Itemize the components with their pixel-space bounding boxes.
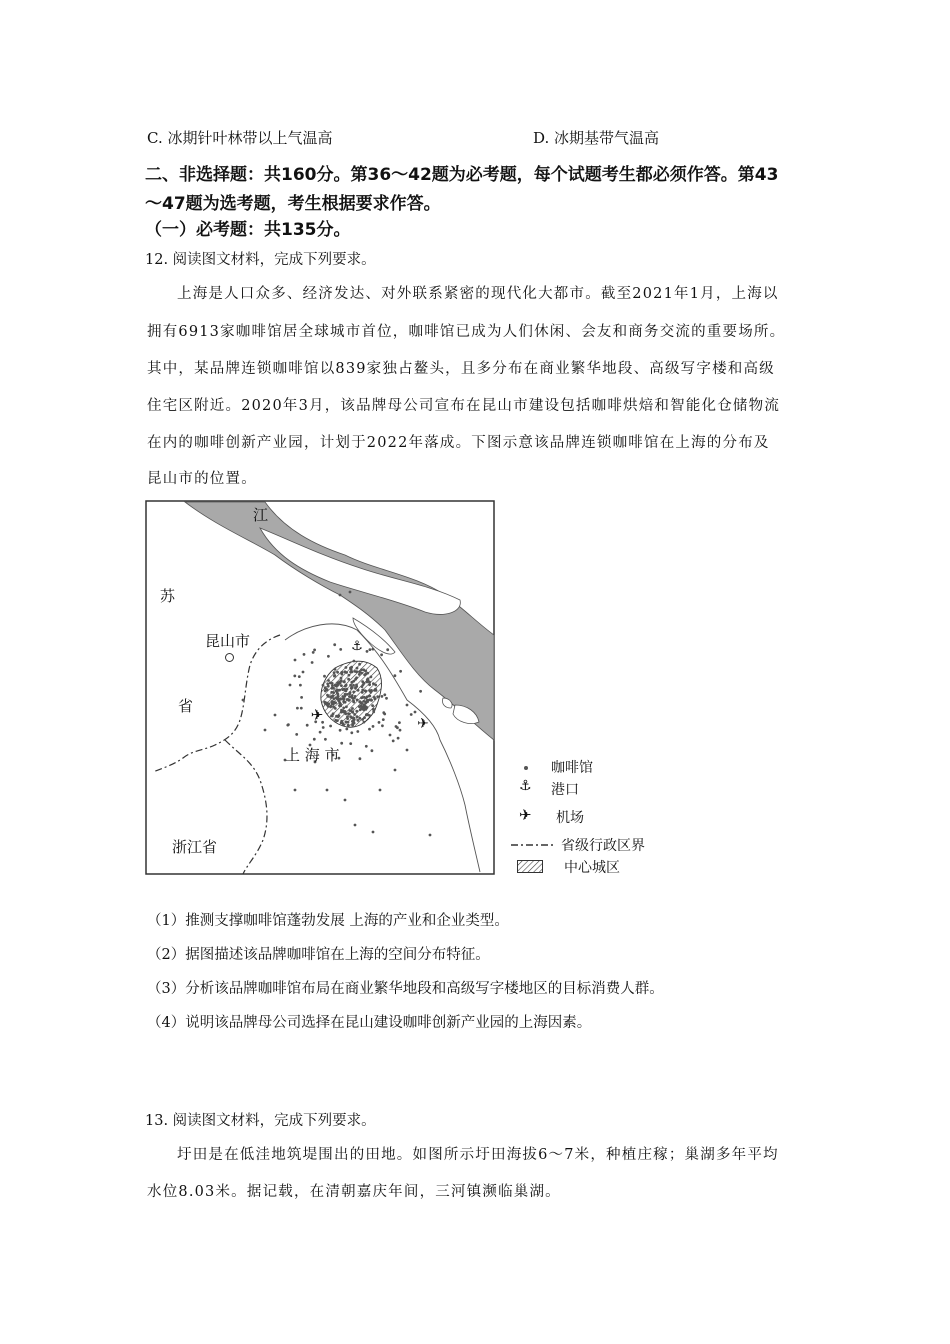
- cafe-dot: [366, 706, 369, 709]
- cafe-dot: [293, 675, 296, 678]
- cafe-dot: [361, 680, 364, 683]
- cafe-dot: [362, 700, 365, 703]
- airport-legend-icon: ✈: [519, 806, 532, 824]
- cafe-dot: [340, 677, 343, 680]
- cafe-dot: [324, 738, 327, 741]
- cafe-dot: [342, 707, 345, 710]
- cafe-dot: [329, 682, 332, 685]
- cafe-dot: [365, 713, 368, 716]
- cafe-dot: [419, 690, 422, 693]
- cafe-dot: [382, 718, 385, 721]
- cafe-dot: [368, 683, 371, 686]
- legend-border-label: 省级行政区界: [561, 838, 645, 854]
- cafe-dot: [341, 695, 344, 698]
- q13-paragraph-line: 水位8.03米。据记载，在清朝嘉庆年间，三河镇濒临巢湖。: [147, 1184, 561, 1200]
- cafe-dot: [353, 717, 356, 720]
- cafe-dot: [368, 695, 371, 698]
- cafe-dot: [352, 697, 355, 700]
- cafe-dot: [357, 719, 360, 722]
- cafe-dot: [343, 680, 346, 683]
- q12-subquestion-1: （1）推测支撑咖啡馆蓬勃发展 上海的产业和企业类型。: [147, 913, 509, 929]
- q12-paragraph-line: 上海是人口众多、经济发达、对外联系紧密的现代化大都市。截至2021年1月，上海以: [177, 286, 779, 302]
- question-13-intro: 13. 阅读图文材料，完成下列要求。: [145, 1113, 376, 1129]
- cafe-dot: [337, 715, 340, 718]
- cafe-dot: [352, 700, 355, 703]
- q12-subquestion-2: （2）据图描述该品牌咖啡馆在上海的空间分布特征。: [147, 947, 490, 963]
- cafe-dot: [371, 704, 374, 707]
- cafe-dot: [381, 695, 384, 698]
- cafe-dot: [354, 695, 357, 698]
- cafe-dot: [392, 740, 395, 743]
- cafe-dot: [380, 653, 383, 656]
- legend-airport-label: 机场: [556, 810, 584, 826]
- cafe-dot: [333, 671, 336, 674]
- cafe-dot: [298, 675, 301, 678]
- cafe-dot: [322, 726, 325, 729]
- cafe-dot: [372, 648, 375, 651]
- cafe-dot: [347, 678, 350, 681]
- cafe-dot: [358, 717, 361, 720]
- cafe-dot: [339, 729, 342, 732]
- cafe-dot: [383, 693, 386, 696]
- cafe-dot: [339, 594, 342, 597]
- kunshan-city-marker: [225, 653, 234, 662]
- cafe-dot: [429, 834, 432, 837]
- cafe-dot: [331, 687, 334, 690]
- label-kunshan: 昆山市: [205, 632, 251, 650]
- cafe-dot: [345, 684, 348, 687]
- cafe-dot: [242, 699, 245, 702]
- cafe-dot: [349, 742, 352, 745]
- cafe-dot: [344, 701, 347, 704]
- cafe-dot: [344, 710, 347, 713]
- cafe-dot: [324, 690, 327, 693]
- question-12-intro: 12. 阅读图文材料，完成下列要求。: [145, 252, 376, 268]
- cafe-dot: [339, 697, 342, 700]
- cafe-dot: [394, 769, 397, 772]
- section-heading-line1: 二、非选择题：共160分。第36～42题为必考题，每个试题考生都必须作答。第43: [145, 165, 779, 185]
- cafe-dot: [361, 691, 364, 694]
- cafe-dot: [349, 671, 352, 674]
- port-legend-icon: ⚓: [519, 778, 532, 794]
- cafe-dot: [361, 696, 364, 699]
- option-c: C. 冰期针叶林带以上气温高: [147, 129, 333, 147]
- cafe-dot: [352, 691, 355, 694]
- cafe-dot: [326, 789, 329, 792]
- cafe-dot: [370, 689, 373, 692]
- port-icon: ⚓: [351, 639, 363, 654]
- cafe-dot: [359, 757, 362, 760]
- cafe-dot: [376, 695, 379, 698]
- cafe-dot: [368, 681, 371, 684]
- cafe-dot: [344, 799, 347, 802]
- cafe-dot: [398, 721, 401, 724]
- cafe-dot: [336, 689, 339, 692]
- cafe-dot: [399, 670, 402, 673]
- cafe-dot: [347, 712, 350, 715]
- cafe-dot: [295, 733, 298, 736]
- cafe-dot: [355, 710, 358, 713]
- cafe-dot: [351, 694, 354, 697]
- cafe-dot: [353, 713, 356, 716]
- cafe-dot: [326, 694, 329, 697]
- legend-center-label: 中心城区: [564, 860, 620, 876]
- cafe-dot: [286, 724, 289, 727]
- cafe-dot: [306, 724, 309, 727]
- cafe-dot: [332, 712, 335, 715]
- cafe-dot: [327, 679, 330, 682]
- cafe-dot: [294, 659, 297, 662]
- cafe-dot: [349, 591, 352, 594]
- cafe-dot: [339, 704, 342, 707]
- q13-paragraph-line: 圩田是在低洼地筑堤围出的田地。如图所示圩田海拔6～7米，种植庄稼；巢湖多年平均: [177, 1147, 779, 1163]
- cafe-dot: [365, 745, 368, 748]
- option-d: D. 冰期基带气温高: [533, 129, 660, 147]
- section-heading-line2: ～47题为选考题，考生根据要求作答。: [145, 194, 441, 214]
- cafe-dot: [342, 723, 345, 726]
- cafe-dot: [340, 742, 343, 745]
- label-sheng: 省: [178, 697, 194, 715]
- cafe-dot: [327, 655, 330, 658]
- cafe-dot: [296, 707, 299, 710]
- cafe-dot: [366, 678, 369, 681]
- cafe-dot: [361, 689, 364, 692]
- cafe-dot: [303, 653, 306, 656]
- cafe-dot: [365, 700, 368, 703]
- cafe-dot: [351, 707, 354, 710]
- cafe-dot: [372, 725, 375, 728]
- cafe-dot: [375, 689, 378, 692]
- cafe-dot: [300, 707, 303, 710]
- cafe-dot: [356, 699, 359, 702]
- cafe-dot: [360, 707, 363, 710]
- map-svg: [145, 500, 495, 875]
- cafe-dot: [347, 724, 350, 727]
- cafe-dot: [342, 698, 345, 701]
- q12-paragraph-line: 住宅区附近。2020年3月，该品牌母公司宣布在昆山市建设包括咖啡烘焙和智能化仓储物流: [147, 398, 781, 414]
- cafe-dot: [354, 670, 357, 673]
- cafe-dot: [343, 688, 346, 691]
- cafe-dot: [397, 737, 400, 740]
- cafe-dot: [346, 698, 349, 701]
- cafe-dot: [334, 668, 337, 671]
- cafe-dot: [324, 686, 327, 689]
- cafe-dot: [340, 684, 343, 687]
- cafe-dot: [379, 789, 382, 792]
- cafe-dot: [371, 749, 374, 752]
- cafe-dot: [378, 721, 381, 724]
- cafe-dot: [333, 675, 336, 678]
- q12-paragraph-line: 昆山市的位置。: [147, 471, 257, 487]
- label-su: 苏: [160, 587, 176, 605]
- cafe-dot: [385, 697, 388, 700]
- cafe-dot: [338, 702, 341, 705]
- cafe-dot: [289, 684, 292, 687]
- cafe-dot: [414, 711, 417, 714]
- cafe-dot: [356, 730, 359, 733]
- cafe-dot: [346, 717, 349, 720]
- legend-port-label: 港口: [551, 782, 579, 798]
- cafe-dot: [406, 749, 409, 752]
- cafe-dot: [350, 681, 353, 684]
- cafe-legend-icon: [524, 766, 528, 770]
- q12-paragraph-line: 拥有6913家咖啡馆居全球城市首位，咖啡馆已成为人们休闲、会友和商务交流的重要场所。: [147, 324, 786, 340]
- section-subheading: （一）必考题：共135分。: [145, 220, 351, 240]
- cafe-dot: [349, 691, 352, 694]
- cafe-dot: [386, 648, 389, 651]
- cafe-dot: [326, 682, 329, 685]
- airport-icon: ✈: [310, 706, 324, 724]
- cafe-dot: [336, 671, 339, 674]
- cafe-dot: [350, 686, 353, 689]
- cafe-dot: [358, 673, 361, 676]
- cafe-dot: [410, 713, 413, 716]
- cafe-dot: [372, 708, 375, 711]
- cafe-dot: [349, 667, 352, 670]
- cafe-dot: [347, 721, 350, 724]
- cafe-dot: [336, 698, 339, 701]
- cafe-dot: [363, 721, 366, 724]
- cafe-dot: [372, 682, 375, 685]
- cafe-dot: [351, 720, 354, 723]
- cafe-dot: [325, 702, 328, 705]
- cafe-dot: [329, 725, 332, 728]
- cafe-dot: [406, 704, 409, 707]
- cafe-dot: [372, 831, 375, 834]
- cafe-dot: [334, 701, 337, 704]
- cafe-dot: [369, 648, 372, 651]
- cafe-dot: [339, 648, 342, 651]
- cafe-dot: [333, 643, 336, 646]
- cafe-dot: [331, 684, 334, 687]
- cafe-dot: [331, 702, 334, 705]
- cafe-dot: [399, 729, 402, 732]
- cafe-dot: [322, 684, 325, 687]
- legend-cafe-label: 咖啡馆: [551, 760, 593, 776]
- cafe-dot: [356, 715, 359, 718]
- cafe-dot: [300, 696, 303, 699]
- cafe-dot: [381, 724, 384, 727]
- cafe-dot: [323, 675, 326, 678]
- airport-icon: ✈: [417, 716, 429, 732]
- cafe-dot: [327, 685, 330, 688]
- q12-paragraph-line: 在内的咖啡创新产业园，计划于2022年落成。下图示意该品牌连锁咖啡馆在上海的分布及: [147, 435, 770, 451]
- cafe-dot: [330, 695, 333, 698]
- q12-subquestion-3: （3）分析该品牌咖啡馆布局在商业繁华地段和高级写字楼地区的目标消费人群。: [147, 981, 664, 997]
- cafe-dot: [334, 707, 337, 710]
- cafe-dot: [294, 789, 297, 792]
- cafe-dot: [329, 706, 332, 709]
- cafe-dot: [370, 676, 373, 679]
- coffee-shop-distribution-map: [145, 500, 495, 875]
- cafe-dot: [340, 672, 343, 675]
- cafe-dot: [345, 666, 348, 669]
- label-zhejiang: 浙江省: [172, 838, 218, 856]
- cafe-dot: [354, 678, 357, 681]
- cafe-dot: [353, 660, 356, 663]
- cafe-dot: [354, 824, 357, 827]
- cafe-dot: [373, 697, 376, 700]
- cafe-dot: [361, 718, 364, 721]
- cafe-dot: [311, 661, 314, 664]
- border-legend-icon: [511, 841, 556, 849]
- cafe-dot: [274, 714, 277, 717]
- cafe-dot: [396, 726, 399, 729]
- cafe-dot: [345, 728, 348, 731]
- cafe-dot: [394, 674, 397, 677]
- cafe-dot: [344, 693, 347, 696]
- cafe-dot: [382, 711, 385, 714]
- cafe-dot: [348, 674, 351, 677]
- cafe-dot: [364, 689, 367, 692]
- q12-paragraph-line: 其中，某品牌连锁咖啡馆以839家独占鳌头，且多分布在商业繁华地段、高级写字楼和高级: [147, 361, 775, 377]
- cafe-dot: [356, 667, 359, 670]
- cafe-dot: [313, 738, 316, 741]
- center-legend-icon: [517, 860, 543, 873]
- label-shanghai: 上 海 市: [285, 746, 340, 764]
- cafe-dot: [362, 683, 365, 686]
- cafe-dot: [330, 691, 333, 694]
- cafe-dot: [360, 668, 363, 671]
- cafe-dot: [319, 731, 322, 734]
- cafe-dot: [366, 650, 369, 653]
- cafe-dot: [343, 671, 346, 674]
- cafe-dot: [338, 681, 341, 684]
- cafe-dot: [368, 728, 371, 731]
- cafe-dot: [354, 687, 357, 690]
- cafe-dot: [350, 731, 353, 734]
- cafe-dot: [345, 705, 348, 708]
- cafe-dot: [355, 684, 358, 687]
- cafe-dot: [389, 734, 392, 737]
- cafe-dot: [264, 729, 267, 732]
- cafe-dot: [313, 649, 316, 652]
- cafe-dot: [340, 721, 343, 724]
- cafe-dot: [302, 671, 305, 674]
- cafe-dot: [337, 693, 340, 696]
- cafe-dot: [299, 684, 302, 687]
- cafe-dot: [351, 724, 354, 727]
- cafe-dot: [365, 672, 368, 675]
- cafe-dot: [312, 651, 315, 654]
- cafe-dot: [372, 711, 375, 714]
- cafe-dot: [368, 714, 371, 717]
- cafe-dot: [349, 715, 352, 718]
- cafe-dot: [370, 699, 373, 702]
- label-jiang: 江: [253, 506, 269, 524]
- q12-subquestion-4: （4）说明该品牌母公司选择在昆山建设咖啡创新产业园的上海因素。: [147, 1015, 592, 1031]
- cafe-dot: [334, 719, 337, 722]
- cafe-dot: [331, 700, 334, 703]
- cafe-dot: [357, 689, 360, 692]
- cafe-dot: [358, 663, 361, 666]
- cafe-dot: [359, 700, 362, 703]
